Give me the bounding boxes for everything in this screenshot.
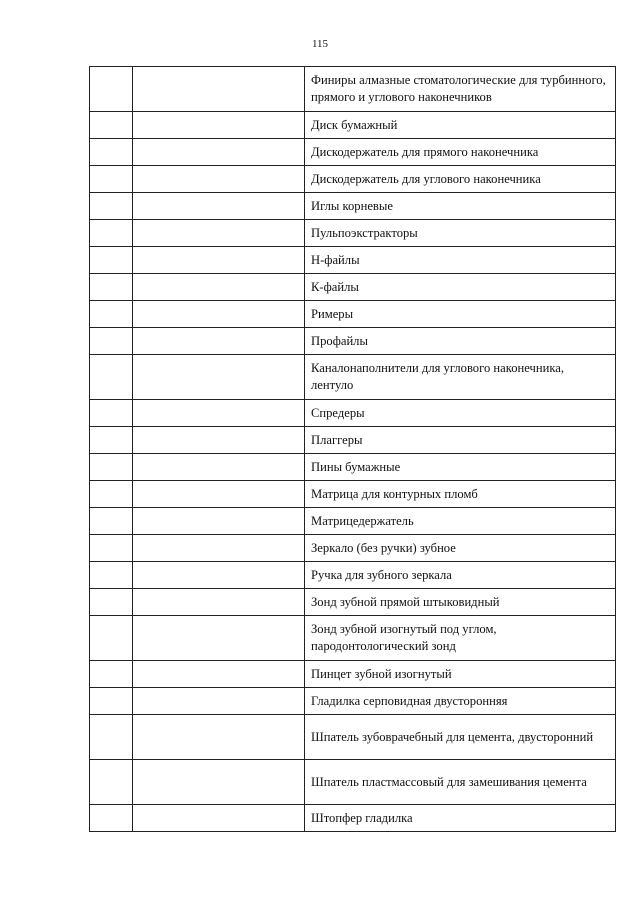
item-name-cell: Штопфер гладилка <box>305 805 616 832</box>
number-cell <box>90 139 133 166</box>
middle-cell <box>133 355 305 400</box>
middle-cell <box>133 562 305 589</box>
middle-cell <box>133 193 305 220</box>
number-cell <box>90 193 133 220</box>
number-cell <box>90 301 133 328</box>
table-row <box>90 481 616 508</box>
middle-cell <box>133 616 305 661</box>
item-name-cell: Н-файлы <box>305 247 616 274</box>
table-row <box>90 193 616 220</box>
table-row <box>90 805 616 832</box>
table-body <box>90 67 616 832</box>
item-name-cell: Зонд зубной изогнутый под углом, пародонтологический зонд <box>305 616 616 661</box>
table-row <box>90 274 616 301</box>
table-row <box>90 166 616 193</box>
number-cell <box>90 481 133 508</box>
middle-cell <box>133 760 305 805</box>
item-name-cell: Ручка для зубного зеркала <box>305 562 616 589</box>
number-cell <box>90 805 133 832</box>
number-cell <box>90 247 133 274</box>
page-number: 115 <box>311 38 329 50</box>
middle-cell <box>133 454 305 481</box>
item-name-cell: Матрица для контурных пломб <box>305 481 616 508</box>
middle-cell <box>133 328 305 355</box>
middle-cell <box>133 301 305 328</box>
middle-cell <box>133 481 305 508</box>
item-name-cell: Зеркало (без ручки) зубное <box>305 535 616 562</box>
table-row <box>90 355 616 400</box>
number-cell <box>90 661 133 688</box>
middle-cell <box>133 274 305 301</box>
middle-cell <box>133 67 305 112</box>
item-name-cell: Дискодержатель для углового наконечника <box>305 166 616 193</box>
number-cell <box>90 715 133 760</box>
table-row <box>90 301 616 328</box>
table-row <box>90 247 616 274</box>
table-row <box>90 427 616 454</box>
middle-cell <box>133 688 305 715</box>
table-row <box>90 454 616 481</box>
number-cell <box>90 562 133 589</box>
table-row <box>90 508 616 535</box>
item-name-cell: Диск бумажный <box>305 112 616 139</box>
number-cell <box>90 220 133 247</box>
instruments-table <box>89 66 616 832</box>
table-row <box>90 616 616 661</box>
table-row <box>90 400 616 427</box>
middle-cell <box>133 508 305 535</box>
number-cell <box>90 166 133 193</box>
middle-cell <box>133 427 305 454</box>
number-cell <box>90 616 133 661</box>
table-row <box>90 112 616 139</box>
number-cell <box>90 688 133 715</box>
number-cell <box>90 274 133 301</box>
number-cell <box>90 508 133 535</box>
middle-cell <box>133 535 305 562</box>
middle-cell <box>133 220 305 247</box>
middle-cell <box>133 166 305 193</box>
table-row <box>90 589 616 616</box>
middle-cell <box>133 715 305 760</box>
middle-cell <box>133 139 305 166</box>
item-name-cell: Плаггеры <box>305 427 616 454</box>
number-cell <box>90 589 133 616</box>
middle-cell <box>133 112 305 139</box>
item-name-cell: Дискодержатель для прямого наконечника <box>305 139 616 166</box>
table-row <box>90 562 616 589</box>
middle-cell <box>133 400 305 427</box>
table-row <box>90 715 616 760</box>
item-name-cell: Каналонаполнители для углового наконечника, лентуло <box>305 355 616 400</box>
number-cell <box>90 328 133 355</box>
table-row <box>90 535 616 562</box>
table-row <box>90 760 616 805</box>
table-row <box>90 688 616 715</box>
middle-cell <box>133 661 305 688</box>
item-name-cell: Гладилка серповидная двусторонняя <box>305 688 616 715</box>
table-row <box>90 139 616 166</box>
item-name-cell: Зонд зубной прямой штыковидный <box>305 589 616 616</box>
number-cell <box>90 355 133 400</box>
middle-cell <box>133 589 305 616</box>
item-name-cell: Профайлы <box>305 328 616 355</box>
table-row <box>90 220 616 247</box>
item-name-cell: Пульпоэкстракторы <box>305 220 616 247</box>
number-cell <box>90 400 133 427</box>
middle-cell <box>133 805 305 832</box>
number-cell <box>90 67 133 112</box>
number-cell <box>90 535 133 562</box>
middle-cell <box>133 247 305 274</box>
item-name-cell: Пины бумажные <box>305 454 616 481</box>
table-row <box>90 328 616 355</box>
item-name-cell: К-файлы <box>305 274 616 301</box>
number-cell <box>90 760 133 805</box>
item-name-cell: Матрицедержатель <box>305 508 616 535</box>
item-name-cell: Шпатель зубоврачебный для цемента, двусторонний <box>305 715 616 760</box>
item-name-cell: Римеры <box>305 301 616 328</box>
item-name-cell: Шпатель пластмассовый для замешивания цемента <box>305 760 616 805</box>
item-name-cell: Спредеры <box>305 400 616 427</box>
item-name-cell: Пинцет зубной изогнутый <box>305 661 616 688</box>
table-row <box>90 67 616 112</box>
item-name-cell: Иглы корневые <box>305 193 616 220</box>
item-name-cell: Финиры алмазные стоматологические для турбинного, прямого и углового наконечников <box>305 67 616 112</box>
number-cell <box>90 454 133 481</box>
table-row <box>90 661 616 688</box>
number-cell <box>90 427 133 454</box>
number-cell <box>90 112 133 139</box>
